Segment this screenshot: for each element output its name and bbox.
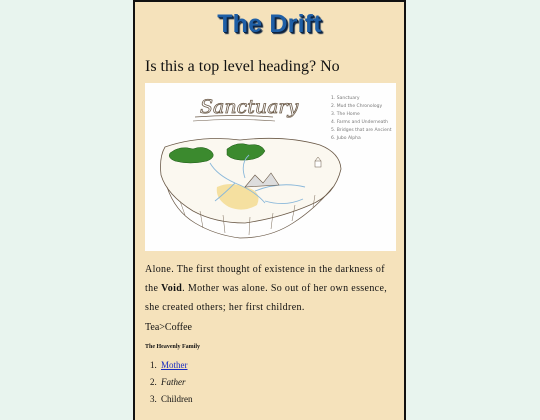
page-title: The Drift <box>217 10 322 38</box>
paragraph-text: Alone. The first thought of existence in the darkness of the <box>145 264 385 294</box>
map-title: Sanctuary <box>200 96 299 118</box>
family-list <box>150 357 193 408</box>
father-item: Father <box>161 377 186 387</box>
paragraph-text: . Mother was alone. So out of her own essence, she created others; her first children. <box>145 283 388 313</box>
legend-item: 2. Mud the Chronology <box>331 104 383 109</box>
family-heading: The Heavenly Family <box>145 344 200 350</box>
list-item <box>150 374 193 391</box>
mother-link[interactable]: Mother <box>161 360 188 370</box>
list-number: 2. <box>150 377 157 387</box>
legend-item: 4. Farms and Underneath <box>331 120 389 125</box>
map-drawing <box>145 83 396 251</box>
legend-item: 1. Sanctuary <box>331 96 360 101</box>
legend-item: 6. Jubo Alpha <box>331 136 361 141</box>
void-term: Void <box>161 283 183 294</box>
legend-item: 5. Bridges that are Ancient <box>331 128 392 133</box>
sanctuary-map-image <box>145 83 396 251</box>
map-legend <box>331 95 392 141</box>
heading-question: Is this a top level heading? No <box>145 58 340 75</box>
children-item: Children <box>161 394 193 404</box>
article-page <box>133 0 406 420</box>
list-item <box>150 357 193 374</box>
legend-item: 3. The Home <box>331 112 360 117</box>
intro-paragraph <box>145 260 397 317</box>
tea-coffee-line: Tea>Coffee <box>145 322 192 333</box>
list-number: 3. <box>150 394 157 404</box>
list-number: 1. <box>150 360 157 370</box>
list-item <box>150 391 193 408</box>
